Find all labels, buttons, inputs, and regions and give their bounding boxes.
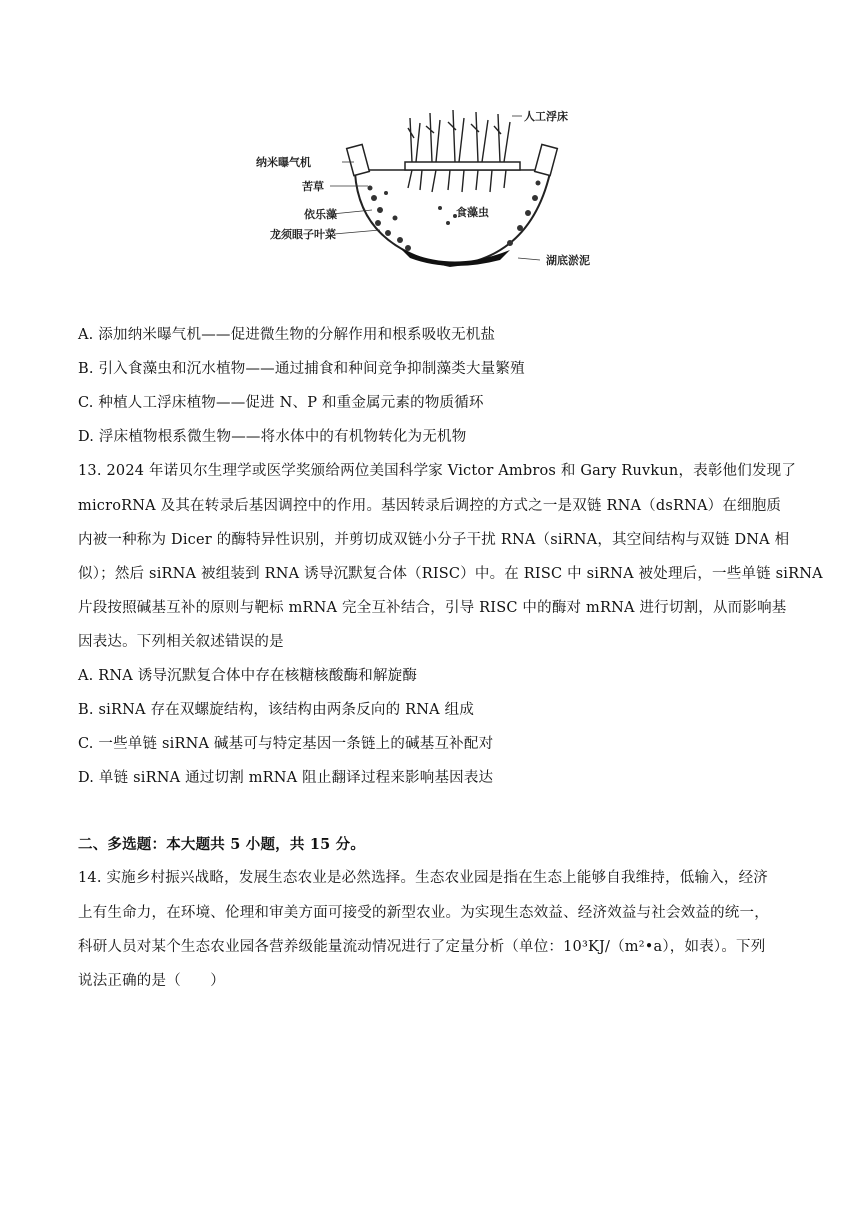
pond-diagram-svg <box>250 98 610 278</box>
lake-sludge <box>400 248 510 266</box>
aerator-label: 纳米曝气机 <box>256 156 311 169</box>
q13-option-c: C. 一些单链 siRNA 碱基可与特定基因一条链上的碱基互补配对 <box>78 736 494 752</box>
q13-stem-line-6: 因表达。下列相关叙述错误的是 <box>78 634 284 650</box>
q13-option-a: A. RNA 诱导沉默复合体中存在核糖核酸酶和解旋酶 <box>78 668 418 684</box>
q13-stem-line-4: 似）；然后 siRNA 被组装到 RNA 诱导沉默复合体（RISC）中。在 RISC 中 siRNA 被处理后，一些单链 siRNA <box>78 566 823 582</box>
section-heading: 二、多选题：本大题共 5 小题，共 15 分。 <box>78 836 366 853</box>
q13-option-b: B. siRNA 存在双螺旋结构，该结构由两条反向的 RNA 组成 <box>78 702 475 718</box>
floating-bed <box>405 162 520 170</box>
q14-stem-line-4: 说法正确的是（ ） <box>78 973 225 989</box>
q12-option-a: A. 添加纳米曝气机——促进微生物的分解作用和根系吸收无机盐 <box>78 327 496 343</box>
aerator-right <box>535 144 558 175</box>
q13-stem-line-3: 内被一种称为 Dicer 的酶特异性识别，并剪切成双链小分子干扰 RNA（siRNA，其空间结构与双链 DNA 相 <box>78 532 790 548</box>
q12-option-c: C. 种植人工浮床植物——促进 N、P 和重金属元素的物质循环 <box>78 395 484 411</box>
q14-stem-line-2: 上有生命力，在环境、伦理和审美方面可接受的新型农业。为实现生态效益、经济效益与社会效益的统一， <box>78 905 769 921</box>
sludge-label: 湖底淤泥 <box>546 254 590 267</box>
leader-lines <box>330 116 540 260</box>
floating-plants <box>408 110 510 192</box>
longxu-label: 龙须眼子叶菜 <box>270 228 336 241</box>
float-bed-label: 人工浮床 <box>524 110 568 123</box>
q12-option-b: B. 引入食藻虫和沉水植物——通过捕食和种间竞争抑制藻类大量繁殖 <box>78 361 525 377</box>
q13-stem-line-5: 片段按照碱基互补的原则与靶标 mRNA 完全互补结合，引导 RISC 中的酶对 mRNA 进行切割，从而影响基 <box>78 600 787 616</box>
shizaochong-label: 食藻虫 <box>456 206 489 219</box>
yilezao-label: 依乐藻 <box>304 208 337 221</box>
pond-basin <box>355 173 550 266</box>
q13-stem-line-1: 13. 2024 年诺贝尔生理学或医学奖颁给两位美国科学家 Victor Ambros 和 Gary Ruvkun，表彰他们发现了 <box>78 463 797 479</box>
q13-stem-line-2: microRNA 及其在转录后基因调控中的作用。基因转录后调控的方式之一是双链 RNA（dsRNA）在细胞质 <box>78 498 782 514</box>
q14-stem-line-1: 14. 实施乡村振兴战略，发展生态农业是必然选择。生态农业园是指在生态上能够自我维持，低输入，经济 <box>78 870 768 886</box>
q14-stem-line-3: 科研人员对某个生态农业园各营养级能量流动情况进行了定量分析（单位：10³KJ/（m²•a），如表）。下列 <box>78 939 766 955</box>
q12-option-d: D. 浮床植物根系微生物——将水体中的有机物转化为无机物 <box>78 429 467 445</box>
kucao-label: 苦草 <box>302 180 324 193</box>
pond-ecosystem-diagram <box>250 98 610 278</box>
q13-option-d: D. 单链 siRNA 通过切割 mRNA 阻止翻译过程来影响基因表达 <box>78 770 494 786</box>
aerator-left <box>347 144 370 175</box>
